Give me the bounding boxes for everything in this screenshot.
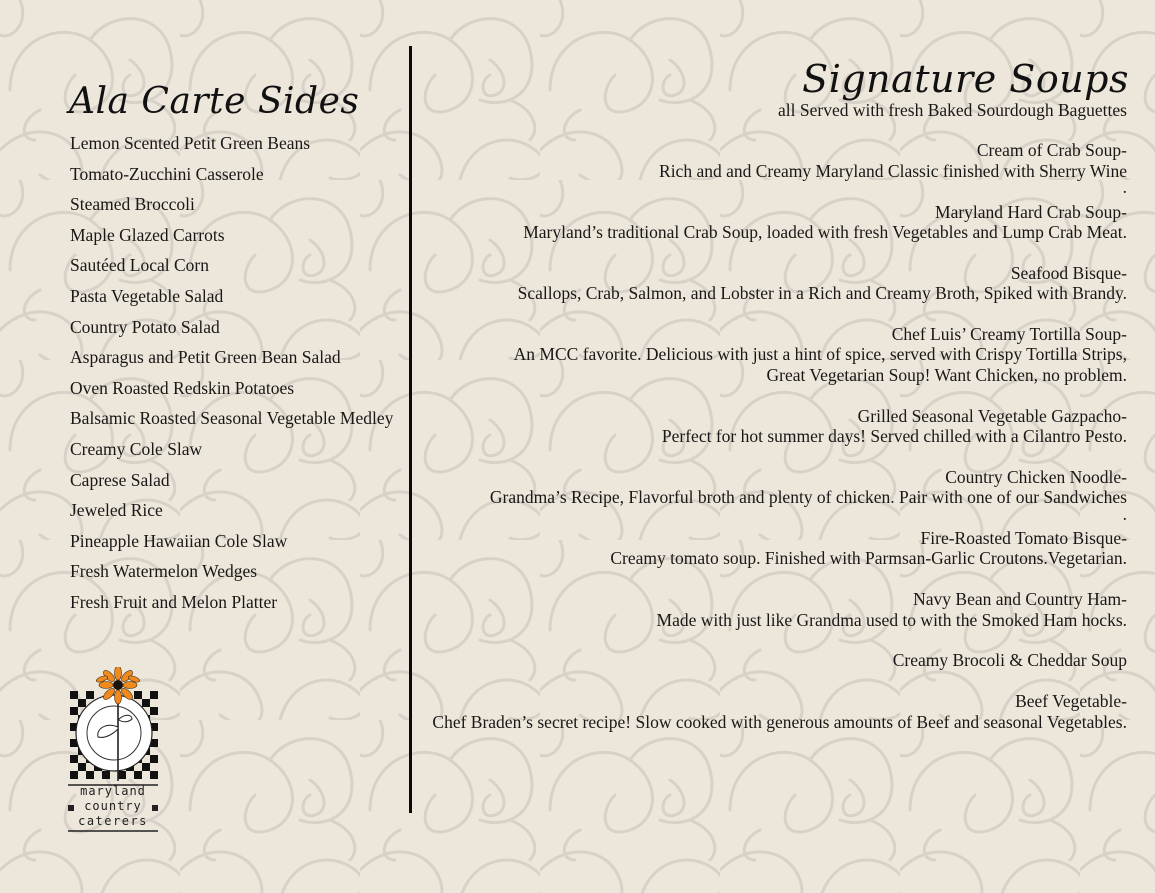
soup-name: Navy Bean and Country Ham- xyxy=(913,589,1127,610)
side-item: Sautéed Local Corn xyxy=(70,255,209,276)
soup-name: Chef Luis’ Creamy Tortilla Soup- xyxy=(891,324,1127,344)
soup-description: Maryland’s traditional Crab Soup, loaded with fresh Vegetables and Lump Crab Meat. xyxy=(523,222,1127,242)
side-item: Fresh Watermelon Wedges xyxy=(70,561,258,582)
soup-item xyxy=(427,589,1127,630)
logo-text-maryland: maryland xyxy=(80,784,146,798)
side-item: Maple Glazed Carrots xyxy=(70,224,225,245)
logo-text-caterers: caterers xyxy=(78,814,148,828)
side-item: Jeweled Rice xyxy=(70,500,163,521)
signature-soups-title: Signature Soups xyxy=(802,57,1129,101)
soup-description: Creamy tomato soup. Finished with Parmsan-Garlic Croutons.Vegetarian. xyxy=(610,548,1127,569)
soup-trailing-dot: . xyxy=(1122,177,1127,198)
soup-item xyxy=(427,467,1127,528)
soup-name: Seafood Bisque- xyxy=(1010,262,1127,283)
side-item: Steamed Broccoli xyxy=(70,194,195,215)
side-item: Oven Roasted Redskin Potatoes xyxy=(70,377,295,398)
side-item: Pasta Vegetable Salad xyxy=(70,285,224,306)
maryland-country-caterers-logo xyxy=(66,667,160,837)
soup-item xyxy=(427,406,1127,447)
soups-subtitle: all Served with fresh Baked Sourdough Baguettes xyxy=(778,100,1127,120)
signature-soups-section xyxy=(427,58,1127,732)
side-item: Pineapple Hawaiian Cole Slaw xyxy=(70,530,288,551)
soup-description: Made with just like Grandma used to with the Smoked Ham hocks. xyxy=(656,609,1127,630)
soup-name: Grilled Seasonal Vegetable Gazpacho- xyxy=(857,405,1127,426)
soup-description: An MCC favorite. Delicious with just a hint of spice, served with Crispy Tortilla Strips, xyxy=(513,344,1127,365)
soup-name: Maryland Hard Crab Soup- xyxy=(935,201,1127,222)
soup-description: Great Vegetarian Soup! Want Chicken, no problem. xyxy=(766,364,1127,385)
soup-name: Creamy Brocoli & Cheddar Soup xyxy=(892,650,1127,671)
ala-carte-sides-title: Ala Carte Sides xyxy=(69,81,360,122)
soup-description: Chef Braden’s secret recipe! Slow cooked with generous amounts of Beef and seasonal Vegetables. xyxy=(432,711,1127,732)
soup-name: Beef Vegetable- xyxy=(1015,691,1127,712)
soup-name: Country Chicken Noodle- xyxy=(945,466,1127,487)
side-item: Asparagus and Petit Green Bean Salad xyxy=(70,347,341,368)
sides-list xyxy=(70,128,393,618)
soup-description: Scallops, Crab, Salmon, and Lobster in a Rich and Creamy Broth, Spiked with Brandy. xyxy=(517,283,1127,304)
side-item: Tomato-Zucchini Casserole xyxy=(70,163,264,184)
logo-text-country: country xyxy=(84,799,142,813)
soup-description: Rich and and Creamy Maryland Classic finished with Sherry Wine xyxy=(659,160,1127,181)
side-item: Fresh Fruit and Melon Platter xyxy=(70,591,278,612)
side-item: Lemon Scented Petit Green Beans xyxy=(70,133,311,153)
side-item: Caprese Salad xyxy=(70,469,170,490)
soup-item xyxy=(427,691,1127,732)
side-item: Country Potato Salad xyxy=(70,316,220,337)
soup-item xyxy=(427,140,1127,201)
side-item: Balsamic Roasted Seasonal Vegetable Medley xyxy=(70,408,394,429)
soup-description: Grandma’s Recipe, Flavorful broth and plenty of chicken. Pair with one of our Sandwiches xyxy=(489,487,1127,508)
soup-item xyxy=(427,650,1127,670)
soup-name: Cream of Crab Soup- xyxy=(976,140,1127,161)
soup-name: Fire-Roasted Tomato Bisque- xyxy=(920,528,1127,549)
soup-item xyxy=(427,324,1127,385)
soup-trailing-dot: . xyxy=(1122,503,1127,524)
soup-item xyxy=(427,202,1127,243)
soup-item xyxy=(427,263,1127,304)
side-item: Creamy Cole Slaw xyxy=(70,438,203,459)
soup-item xyxy=(427,528,1127,569)
column-divider xyxy=(409,46,412,813)
soup-description: Perfect for hot summer days! Served chilled with a Cilantro Pesto. xyxy=(661,426,1127,447)
